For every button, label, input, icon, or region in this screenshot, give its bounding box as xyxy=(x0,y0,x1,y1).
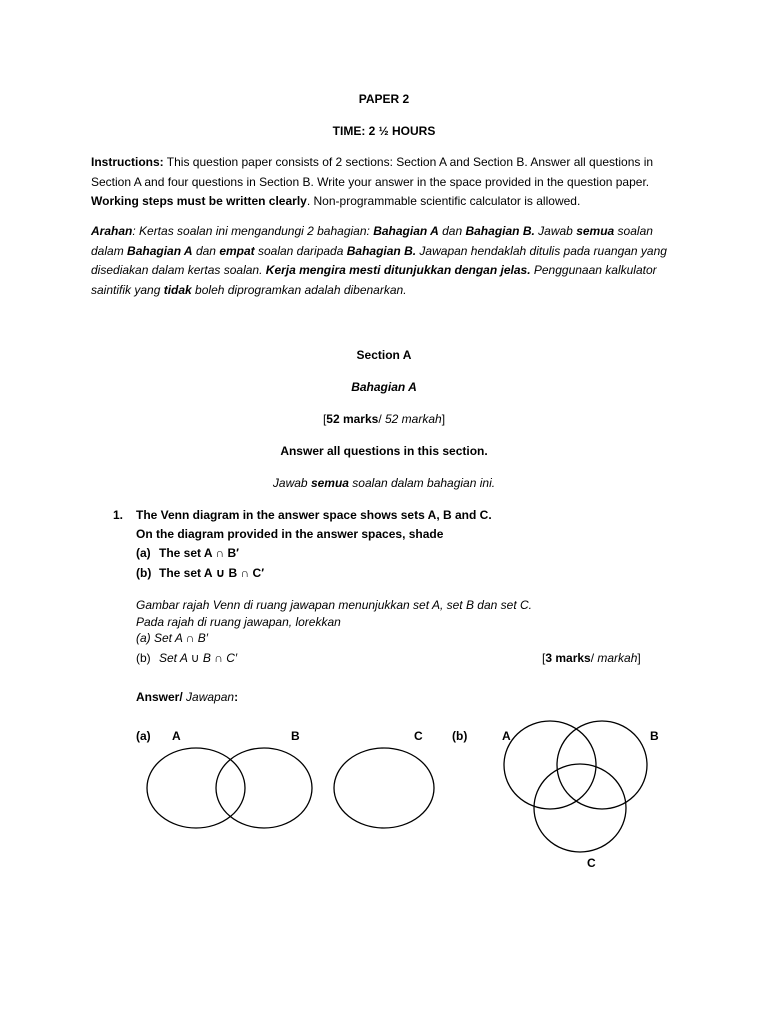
bracket: [ xyxy=(542,651,546,665)
part-b-ms: Set A ∪ B ∩ C′ xyxy=(159,651,238,665)
question-line-1: The Venn diagram in the answer space shows sets A, B and C. xyxy=(136,508,492,522)
answer-colon: : xyxy=(234,690,239,704)
arahan-bold: Bahagian A xyxy=(373,224,439,238)
marks-ms: 52 markah xyxy=(385,412,442,426)
part-b-ms-label: (b) xyxy=(136,651,151,665)
arahan-text: Jawapan hendaklah ditulis pada ruangan yang disediakan dalam kertas soalan. xyxy=(91,243,667,277)
diagram-a-label: (a) xyxy=(136,729,151,743)
instructions-text-end: . Non-programmable scientific calculator is allowed. xyxy=(306,194,581,208)
diagram-a-set-c-label: C xyxy=(414,729,423,743)
marks-ms: markah xyxy=(597,651,638,665)
instructions-emphasis: Working steps must be written clearly xyxy=(91,194,307,208)
arahan-text: boleh diprogramkan adalah dibenarkan. xyxy=(191,282,407,297)
question-number: 1. xyxy=(113,508,124,522)
marks-bold: 3 marks xyxy=(545,651,591,665)
diagram-b-set-c-label: C xyxy=(587,856,596,870)
arahan-label: Arahan xyxy=(91,224,133,238)
marks-sep: / xyxy=(378,412,385,426)
arahan-bold: Bahagian B. xyxy=(465,224,535,238)
marks-bold: 52 marks xyxy=(326,412,379,426)
part-b-text: The set A ∪ B ∩ C′ xyxy=(159,566,265,580)
diagram-a-set-a-label: A xyxy=(172,729,181,743)
arahan-text: dan xyxy=(192,243,220,258)
instr-ms-text: soalan dalam bahagian ini. xyxy=(348,476,496,490)
answer-label-en: Answer/ xyxy=(136,690,187,704)
section-title-ms: Bahagian A xyxy=(351,380,417,394)
marks-sep: / xyxy=(590,651,598,665)
bracket: ] xyxy=(441,412,446,426)
paper-title: PAPER 2 xyxy=(358,92,410,106)
diagram-b-label: (b) xyxy=(452,729,468,743)
arahan-text: Penggunaan kalkulator saintifik yang xyxy=(91,263,657,297)
arahan-bold: semua xyxy=(576,224,615,238)
instructions-label: Instructions: xyxy=(91,155,164,169)
bracket: ] xyxy=(637,651,641,665)
venn-a-set-b-circle xyxy=(216,748,312,828)
question-line-2: On the diagram provided in the answer spaces, shade xyxy=(136,527,444,541)
part-b-label: (b) xyxy=(136,566,152,580)
time-allowed: TIME: 2 ½ HOURS xyxy=(332,124,436,138)
arahan-bold: tidak xyxy=(163,282,192,297)
instructions-text: This question paper consists of 2 sections: Section A and Section B. Answer all questions in Section A and four questions in Section B. Write your answer in the space provided in the question paper. xyxy=(91,155,654,189)
section-instruction: Answer all questions in this section. xyxy=(280,444,488,458)
diagram-b-set-a-label: A xyxy=(502,729,511,743)
arahan-bold: Bahagian B. xyxy=(346,243,417,258)
arahan-text: dan xyxy=(438,224,466,238)
answer-label-ms: Jawapan xyxy=(186,690,235,704)
bracket: [ xyxy=(322,412,327,426)
part-a-text: The set A ∩ B′ xyxy=(159,546,239,560)
diagram-a-set-b-label: B xyxy=(291,729,300,743)
venn-b-set-a-circle xyxy=(504,721,596,809)
part-a-label: (a) xyxy=(136,546,151,560)
question-ms-line-2: Pada rajah di ruang jawapan, lorekkan xyxy=(136,615,341,629)
instr-ms-bold: semua xyxy=(310,476,349,490)
part-a-ms: (a) Set A ∩ B′ xyxy=(136,631,209,645)
arahan-bold: Bahagian A xyxy=(127,243,193,258)
instr-ms-text: Jawab xyxy=(272,476,311,490)
arahan-bold: empat xyxy=(219,243,255,258)
section-title: Section A xyxy=(356,348,412,362)
arahan-text: soalan daripada xyxy=(254,243,347,258)
question-ms-line-1: Gambar rajah Venn di ruang jawapan menunjukkan set A, set B dan set C. xyxy=(136,598,533,612)
arahan-text: : Kertas soalan ini mengandungi 2 bahagian: xyxy=(132,224,374,238)
arahan-bold: Kerja mengira mesti ditunjukkan dengan jelas. xyxy=(265,263,531,277)
arahan-text: soalan dalam xyxy=(91,224,653,258)
arahan-text: Jawab xyxy=(534,224,577,238)
venn-a-set-c-circle xyxy=(334,748,434,828)
diagram-b-set-b-label: B xyxy=(650,729,659,743)
